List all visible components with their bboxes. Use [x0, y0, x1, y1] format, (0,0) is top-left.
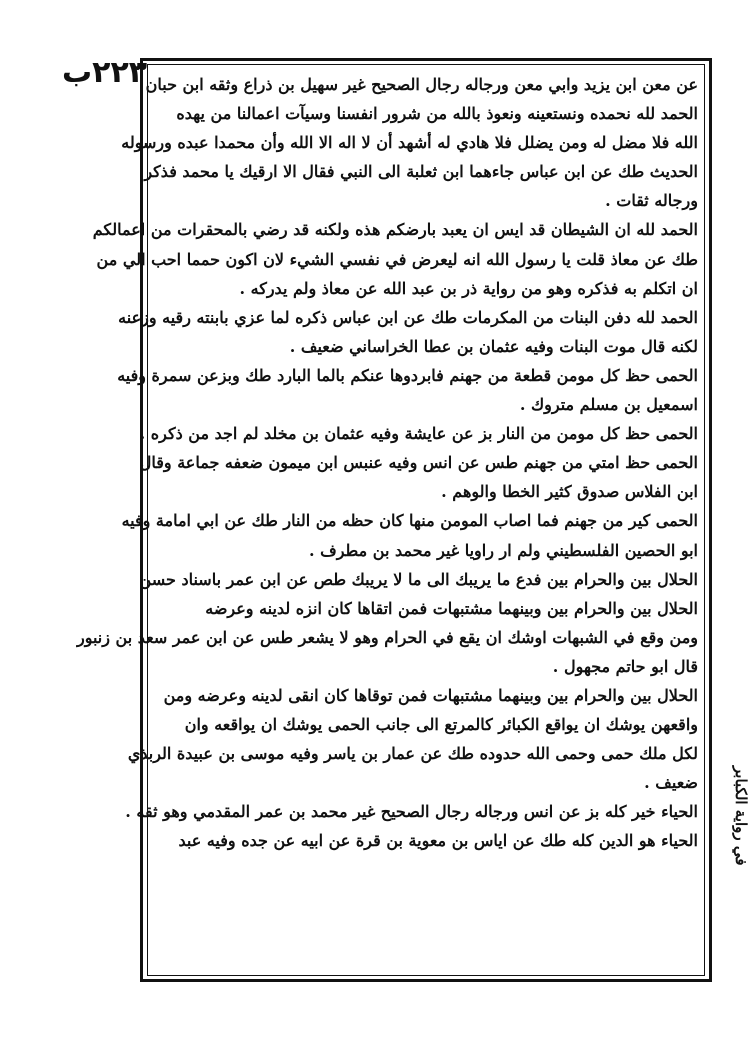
text-line: لكل ملك حمى وحمى الله حدوده طك عن عمار بن ياسر وفيه موسى بن عبيدة الربذي	[127, 744, 698, 764]
text-line: ابن الفلاس صدوق كثير الخطا والوهم .	[441, 482, 698, 502]
manuscript-text	[76, 70, 698, 970]
margin-note: في رواية الكبابر	[732, 766, 750, 866]
text-line: الله فلا مضل له ومن يضلل فلا هادي له أشهد أن لا اله الا الله وأن محمدا عبده ورسوله	[121, 133, 698, 153]
text-line: الحمى حظ كل مومن قطعة من جهنم فابردوها عنكم بالما البارد طك وبزعن سمرة وفيه	[117, 365, 698, 385]
text-line: ابو الحصين الفلسطيني ولم ار راويا غير محمد بن مطرف .	[308, 540, 698, 560]
text-line: الحمد لله ان الشيطان قد ايس ان يعبد بارضكم هذه ولكنه قد رضي بالمحقرات من اعمالكم	[92, 220, 698, 240]
text-line: ضعيف .	[644, 773, 698, 793]
text-line: الحياء هو الدين كله طك عن اياس بن معوية بن قرة عن ابيه عن جده وفيه عبد	[178, 831, 698, 851]
text-line: الحمد لله نحمده ونستعينه ونعوذ بالله من شرور انفسنا وسيآت اعمالنا من يهده	[176, 104, 698, 124]
text-line: الحمى كير من جهنم فما اصاب المومن منها كان حظه من النار طك عن ابي امامة وفيه	[121, 511, 698, 531]
text-line: الحلال بين والحرام بين وبينهما مشتبهات فمن اتقاها كان انزه لدينه وعرضه	[205, 598, 698, 618]
text-line: اسمعيل بن مسلم متروك .	[519, 395, 698, 415]
text-line: الحمى حظ كل مومن من النار بز عن عايشة وفيه عثمان بن مخلد لم اجد من ذكره .	[139, 424, 698, 444]
text-line: لكنه قال موت البنات وفيه عثمان بن عطا الخراساني ضعيف .	[289, 336, 698, 356]
text-line: عن معن ابن يزيد وابي معن ورجاله رجال الصحيح غير سهيل بن ذراع وثقه ابن حبان	[145, 75, 698, 94]
text-line: الحياء خير كله بز عن انس ورجاله رجال الصحيح غير محمد بن عمر المقدمي وهو ثقه .	[125, 802, 698, 822]
text-line: ان اتكلم به فذكره وهو من رواية ذر بن عبد الله عن معاذ ولم يدركه .	[239, 278, 698, 298]
text-line: طك عن معاذ قلت يا رسول الله انه ليعرض في نفسي الشيء لان اكون حمما احب الي من	[96, 249, 698, 269]
page-number: ٢٢٣ب	[62, 55, 148, 90]
text-line: الحلال بين والحرام بين فدع ما يريبك الى ما لا يريبك طص عن ابن عمر باسناد حسن	[139, 569, 698, 589]
text-line: قال ابو حاتم مجهول .	[552, 656, 698, 676]
text-line: الحلال بين والحرام بين وبينهما مشتبهات فمن توقاها كان انقى لدينه وعرضه ومن	[163, 685, 698, 705]
text-line: الحمى حظ امتي من جهنم طس عن انس وفيه عنبس ابن ميمون ضعفه جماعة وقال	[139, 453, 698, 473]
text-line: الحديث طك عن ابن عباس جاءهما ابن ثعلبة الى النبي فقال الا ارقيك يا محمد فذكر	[144, 162, 698, 182]
text-line: واقعهن يوشك ان يواقع الكبائر كالمرتع الى جانب الحمى يوشك ان يواقعه وان	[184, 715, 698, 735]
text-line: ورجاله ثقات .	[605, 191, 698, 211]
text-line: الحمد لله دفن البنات من المكرمات طك عن ابن عباس ذكره لما عزي بابنته رقيه وزعنه	[118, 307, 698, 327]
text-line: ومن وقع في الشبهات اوشك ان يقع في الحرام وهو لا يشعر طس عن ابن عمر سعد بن زنبور	[76, 627, 698, 647]
